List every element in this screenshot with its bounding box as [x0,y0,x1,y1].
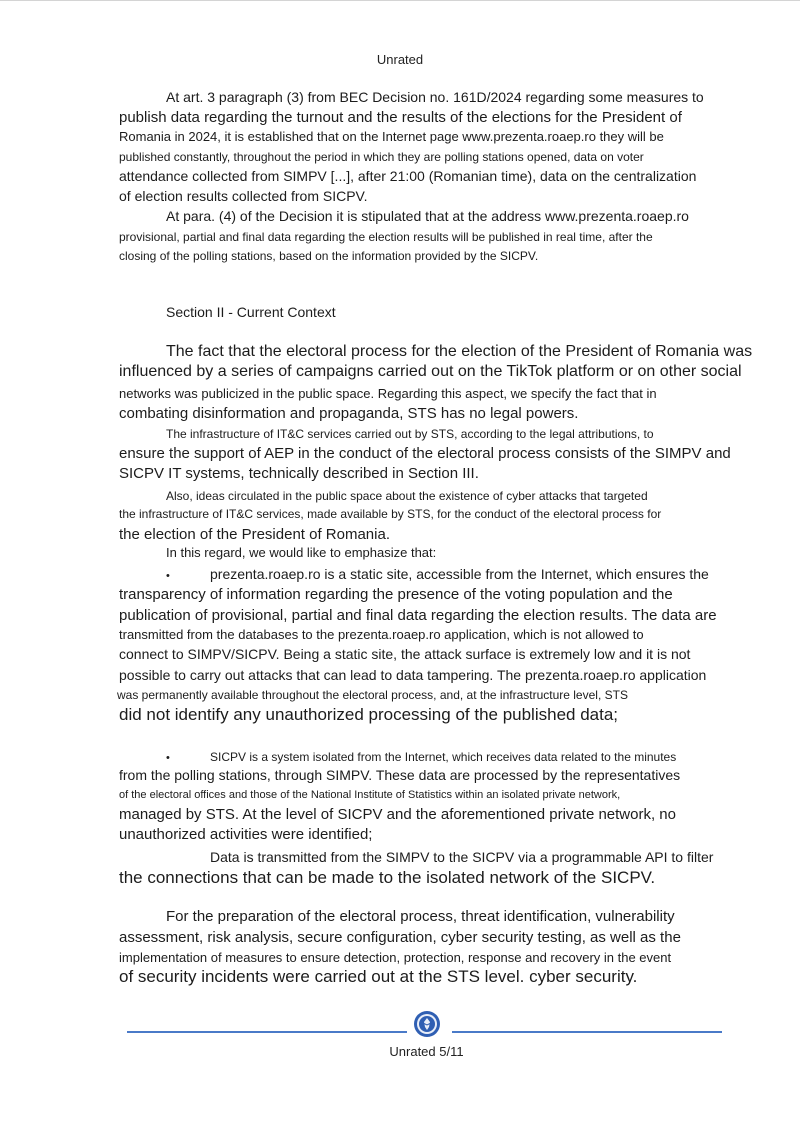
text-line: At art. 3 paragraph (3) from BEC Decision no. 161D/2024 regarding some measures to [166,89,704,105]
seal-icon [413,1010,441,1038]
text-line: of election results collected from SICPV. [119,188,368,204]
text-line: connect to SIMPV/SICPV. Being a static site, the attack surface is extremely low and it is not [119,646,691,662]
text-line: transparency of information regarding the presence of the voting population and the [119,586,673,603]
text-line: the infrastructure of IT&C services, made available by STS, for the conduct of the electoral process for [119,507,662,521]
text-line: prezenta.roaep.ro is a static site, accessible from the Internet, which ensures the [210,566,709,582]
text-line: from the polling stations, through SIMPV. These data are processed by the representatives [119,767,681,783]
text-line: In this regard, we would like to emphasize that: [166,545,437,560]
footer-page-label: Unrated 5/11 [389,1044,464,1059]
bullet-icon: • [166,570,170,582]
text-line: of security incidents were carried out at the STS level. cyber security. [119,967,638,986]
text-line: Also, ideas circulated in the public space about the existence of cyber attacks that targeted [166,489,648,503]
text-line: the election of the President of Romania. [119,526,390,543]
text-line: At para. (4) of the Decision it is stipulated that at the address www.prezenta.roaep.ro [166,208,689,224]
text-line: assessment, risk analysis, secure configuration, cyber security testing, as well as the [119,929,681,946]
bullet-icon: • [166,752,170,764]
text-line: published constantly, throughout the period in which they are polling stations opened, data on voter [119,150,644,164]
text-line: attendance collected from SIMPV [...], after 21:00 (Romanian time), data on the centralization [119,168,697,184]
text-line: The infrastructure of IT&C services carried out by STS, according to the legal attributions, to [166,427,654,441]
text-line: For the preparation of the electoral process, threat identification, vulnerability [166,908,675,925]
section-heading: Section II - Current Context [166,304,336,320]
text-line: transmitted from the databases to the prezenta.roaep.ro application, which is not allowed to [119,627,644,642]
text-line: managed by STS. At the level of SICPV and the aforementioned private network, no [119,806,676,823]
text-line: Data is transmitted from the SIMPV to the SICPV via a programmable API to filter [210,849,714,865]
text-line: the connections that can be made to the isolated network of the SICPV. [119,868,656,887]
text-line: did not identify any unauthorized processing of the published data; [119,705,619,724]
text-line: publication of provisional, partial and final data regarding the election results. The data are [119,607,717,624]
text-line: was permanently available throughout the electoral process, and, at the infrastructure level, STS [117,688,628,702]
text-line: publish data regarding the turnout and the results of the elections for the President of [119,109,682,126]
footer-rule-right [452,1031,722,1033]
text-line: implementation of measures to ensure detection, protection, response and recovery in the event [119,950,672,965]
text-line: Romania in 2024, it is established that on the Internet page www.prezenta.roaep.ro they will be [119,129,664,144]
text-line: SICPV is a system isolated from the Internet, which receives data related to the minutes [210,750,677,764]
text-line: influenced by a series of campaigns carried out on the TikTok platform or on other social [119,363,742,380]
text-line: combating disinformation and propaganda, STS has no legal powers. [119,405,579,422]
header-classification: Unrated [376,52,424,67]
text-line: closing of the polling stations, based on the information provided by the SICPV. [119,249,539,263]
text-line: provisional, partial and final data regarding the election results will be published in real time, after the [119,230,653,244]
text-line: networks was publicized in the public space. Regarding this aspect, we specify the fact that in [119,386,657,401]
text-line: The fact that the electoral process for the election of the President of Romania was [166,343,753,360]
text-line: SICPV IT systems, technically described in Section III. [119,465,479,482]
text-line: unauthorized activities were identified; [119,826,373,843]
text-line: possible to carry out attacks that can lead to data tampering. The prezenta.roaep.ro application [119,667,707,683]
footer-rule-left [127,1031,407,1033]
text-line: ensure the support of AEP in the conduct of the electoral process consists of the SIMPV and [119,445,731,462]
text-line: of the electoral offices and those of the National Institute of Statistics within an isolated private network, [119,789,621,801]
